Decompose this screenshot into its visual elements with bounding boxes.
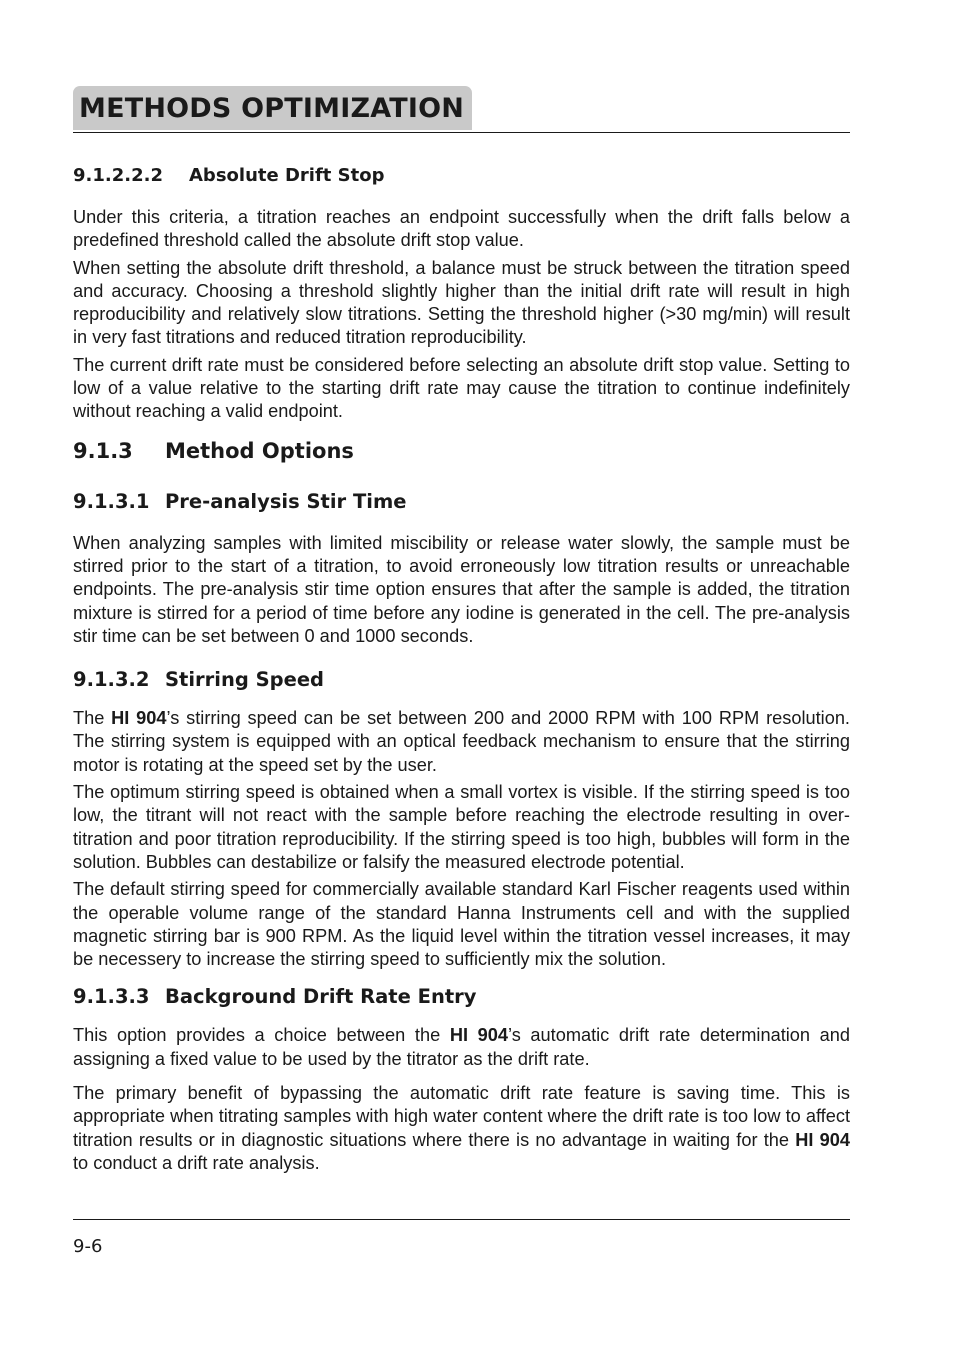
paragraph: The optimum stirring speed is obtained when a small vortex is visible. If the stirring speed is too low, the titrant will not react with the sample before reaching the electrode resulting in over-titration and poor titration reproducibility. If the stirring speed is too high, bubbles will form in the solution. Bubbles can destabilize or falsify the measured electrode potential.: [73, 782, 850, 872]
page-number: 9-6: [73, 1236, 103, 1257]
paragraph: The primary benefit of bypassing the automatic drift rate feature is saving time. This is appropriate when titrating samples with high water content where the drift rate is too low to affect titration results or in diagnostic situations where there is no advantage in waiting for the HI 904 to conduct a drift rate analysis.: [73, 1083, 850, 1173]
paragraph: When analyzing samples with limited miscibility or release water slowly, the sample must be stirred prior to the start of a titration, to avoid erroneously low titration results or unreachable endpoints. The pre-analysis stir time option ensures that after the sample is added, the titration mixture is stirred for a period of time before any iodine is generated in the cell. The pre-analysis stir time can be set between 0 and 1000 seconds.: [73, 532, 850, 646]
product-name: HI 904: [111, 708, 167, 729]
paragraph: This option provides a choice between the HI 904’s automatic drift rate determination and assigning a fixed value to be used by the titrator as the drift rate.: [73, 1025, 850, 1069]
footer-rule: [73, 1219, 850, 1220]
section-title: Method Options: [165, 438, 354, 463]
heading-absolute-drift-stop: [73, 165, 850, 187]
section-number: 9.1.2.2.2: [73, 165, 163, 186]
section-title: Background Drift Rate Entry: [165, 985, 477, 1009]
section-title: Pre-analysis Stir Time: [165, 489, 407, 513]
section-title: Stirring Speed: [165, 668, 325, 692]
section-number: 9.1.3.2: [73, 668, 150, 692]
chapter-title: METHODS OPTIMIZATION: [73, 86, 472, 130]
heading-stirring-speed: [73, 668, 850, 692]
paragraph: The default stirring speed for commercially available standard Karl Fischer reagents used within the operable volume range of the standard Hanna Instruments cell and with the supplied magnetic stirring bar is 900 RPM. As the liquid level within the titration vessel increases, it may be necessery to increase the stirring speed to sufficiently mix the solution.: [73, 879, 850, 970]
page-content: [73, 86, 850, 1175]
heading-method-options: [73, 438, 850, 464]
section-number: 9.1.3: [73, 438, 133, 463]
paragraph: The HI 904’s stirring speed can be set between 200 and 2000 RPM with 100 RPM resolution. The stirring system is equipped with an optical feedback mechanism to ensure that the stirring motor is rotating at the speed set by the user.: [73, 708, 850, 775]
heading-pre-analysis-stir-time: [73, 490, 850, 514]
heading-background-drift-rate-entry: [73, 985, 850, 1009]
product-name: HI 904: [795, 1129, 850, 1150]
product-name: HI 904: [449, 1025, 508, 1046]
paragraph: When setting the absolute drift threshold, a balance must be struck between the titration speed and accuracy. Choosing a threshold slightly higher than the initial drift rate will result in high reproducibility and relatively slow titrations. Setting the threshold higher (>30 mg/min) will result in very fast titrations and reduced titration reproducibility.: [73, 257, 850, 348]
chapter-header: [73, 86, 850, 133]
section-number: 9.1.3.3: [73, 985, 150, 1009]
section-number: 9.1.3.1: [73, 489, 150, 513]
paragraph: Under this criteria, a titration reaches an endpoint successfully when the drift falls below a predefined threshold called the absolute drift stop value.: [73, 207, 850, 251]
section-title: Absolute Drift Stop: [189, 165, 385, 186]
paragraph: The current drift rate must be considered before selecting an absolute drift stop value. Setting to low of a value relative to the starting drift rate may cause the titration to continue indefinitely without reaching a valid endpoint.: [73, 354, 850, 422]
